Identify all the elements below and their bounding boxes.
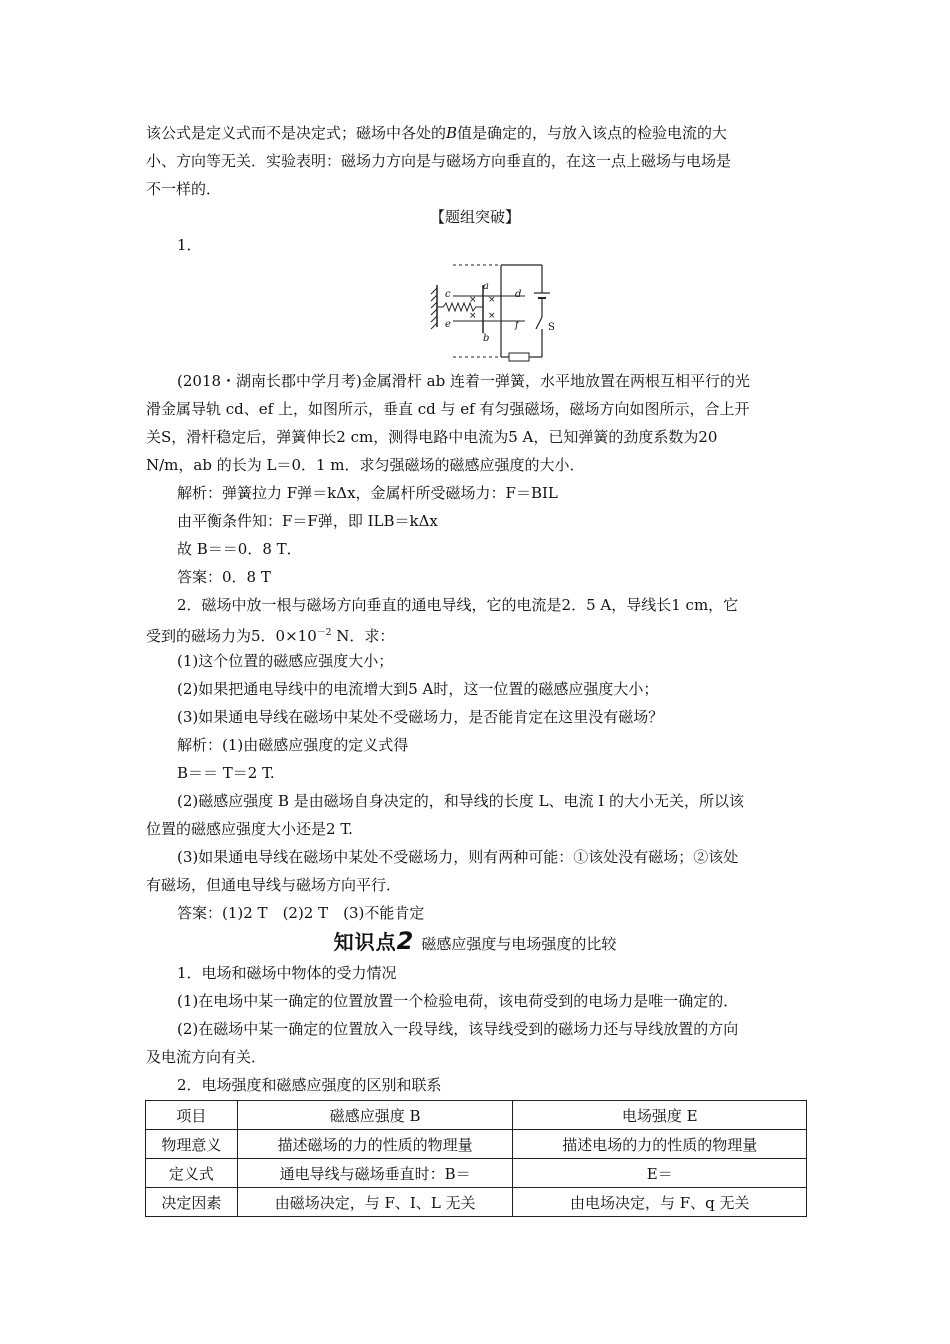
table-cell: 物理意义 (146, 1130, 238, 1159)
circuit-diagram (425, 255, 565, 365)
q2-line-2 (146, 622, 394, 647)
field-x-3: × (469, 311, 477, 321)
q2-solution-4: 位置的磁感应强度大小还是2 T. (146, 820, 353, 838)
q2-line-1: 2．磁场中放一根与磁场方向垂直的通电导线，它的电流是2．5 A，导线长1 cm，它 (177, 596, 739, 614)
label-c: c (445, 289, 451, 300)
q2-part-3: (3)如果通电导线在磁场中某处不受磁场力，是否能肯定在这里没有磁场？ (177, 708, 664, 726)
sec1-para-2b: 及电流方向有关． (146, 1048, 267, 1066)
table-cell: 由电场决定，与 F、q 无关 (513, 1188, 807, 1217)
intro-text-1a: 该公式是定义式而不是决定式；磁场中各处的 (146, 124, 447, 142)
field-x-4: × (488, 311, 496, 321)
q2-solution-2: B＝＝ T＝2 T. (177, 764, 275, 782)
q2-solution-3: (2)磁感应强度 B 是由磁场自身决定的，和导线的长度 L、电流 I 的大小无关，所以该 (177, 792, 745, 810)
table-header-row (146, 1101, 807, 1130)
table-cell: 通电导线与磁场垂直时：B＝ (237, 1159, 513, 1188)
table-row (146, 1130, 807, 1159)
label-s: S (548, 322, 555, 333)
sec2-heading: 2．电场强度和磁感应强度的区别和联系 (177, 1076, 442, 1094)
field-x-1: × (469, 295, 477, 305)
q2-line-2a: 受到的磁场力为5．0×10 (146, 627, 317, 645)
table-cell: 定义式 (146, 1159, 238, 1188)
knowledge-point-heading (0, 926, 950, 955)
sec1-heading: 1．电场和磁场中物体的受力情况 (177, 964, 397, 982)
q2-exponent: －2 (316, 628, 332, 638)
q1-line-4: N/m，ab 的长为 L＝0．1 m．求匀强磁场的磁感应强度的大小． (146, 456, 585, 474)
table-cell: 描述磁场的力的性质的物理量 (237, 1130, 513, 1159)
intro-var-b: B (446, 124, 458, 142)
q1-line-2: 滑金属导轨 cd、ef 上，如图所示，垂直 cd 与 ef 有匀强磁场，磁场方向如图所示，合上开 (146, 400, 750, 418)
q2-part-2: (2)如果把通电导线中的电流增大到5 A时，这一位置的磁感应强度大小； (177, 680, 659, 698)
section-title: 【题组突破】 (429, 208, 520, 226)
table-cell: 决定因素 (146, 1188, 238, 1217)
comparison-table (145, 1100, 807, 1217)
kp-label: 知识点 (333, 930, 397, 954)
q2-solution-1: 解析：(1)由磁感应强度的定义式得 (177, 736, 409, 754)
table-cell: 由磁场决定，与 F、I、L 无关 (237, 1188, 513, 1217)
sec1-para-1: (1)在电场中某一确定的位置放置一个检验电荷，该电荷受到的电场力是唯一确定的． (177, 992, 739, 1010)
switch-s (536, 317, 542, 329)
q2-solution-6: 有磁场，但通电导线与磁场方向平行． (146, 876, 402, 894)
q2-answer: 答案：(1)2 T (2)2 T (3)不能肯定 (177, 904, 425, 922)
kp-number: 2 (396, 927, 414, 955)
table-header-cell: 电场强度 E (513, 1101, 807, 1130)
label-d: d (515, 289, 522, 300)
label-f: f (515, 320, 519, 331)
table-cell: E＝ (513, 1159, 807, 1188)
label-a: a (483, 281, 489, 292)
q1-line-1: (2018・湖南长郡中学月考)金属滑杆 ab 连着一弹簧，水平地放置在两根互相平行的光 (177, 372, 750, 390)
table-row (146, 1188, 807, 1217)
q1-solution-2: 由平衡条件知：F＝F弹，即 ILB＝kΔx (177, 512, 438, 530)
resistor (509, 353, 529, 361)
field-x-2: × (488, 295, 496, 305)
table-row (146, 1159, 807, 1188)
q2-line-2b: N．求： (331, 627, 395, 645)
question-1-number: 1． (177, 236, 202, 254)
q2-part-1: (1)这个位置的磁感应强度大小； (177, 652, 394, 670)
wall-hatch (431, 288, 437, 329)
table-header-cell: 磁感应强度 B (237, 1101, 513, 1130)
q1-line-3: 关S，滑杆稳定后，弹簧伸长2 cm，测得电路中电流为5 A，已知弹簧的劲度系数为20 (146, 428, 718, 446)
table-cell: 描述电场的力的性质的物理量 (513, 1130, 807, 1159)
q2-solution-5: (3)如果通电导线在磁场中某处不受磁场力，则有两种可能：①该处没有磁场；②该处 (177, 848, 739, 866)
sec1-para-2a: (2)在磁场中某一确定的位置放入一段导线，该导线受到的磁场力还与导线放置的方向 (177, 1020, 739, 1038)
intro-text-1b: 值是确定的，与放入该点的检验电流的大 (457, 124, 728, 142)
q1-answer: 答案：0．8 T (177, 568, 271, 586)
kp-title: 磁感应强度与电场强度的比较 (421, 935, 617, 953)
table-header-cell: 项目 (146, 1101, 238, 1130)
intro-line-3: 不一样的． (146, 180, 222, 198)
label-b: b (483, 333, 490, 344)
q1-solution-1: 解析：弹簧拉力 F弹＝kΔx，金属杆所受磁场力：F＝BIL (177, 484, 558, 502)
q1-solution-3: 故 B＝＝0．8 T． (177, 540, 302, 558)
label-e: e (445, 319, 451, 330)
intro-line-1 (146, 122, 727, 144)
intro-line-2: 小、方向等无关．实验表明：磁场力方向是与磁场方向垂直的，在这一点上磁场与电场是 (146, 152, 732, 170)
